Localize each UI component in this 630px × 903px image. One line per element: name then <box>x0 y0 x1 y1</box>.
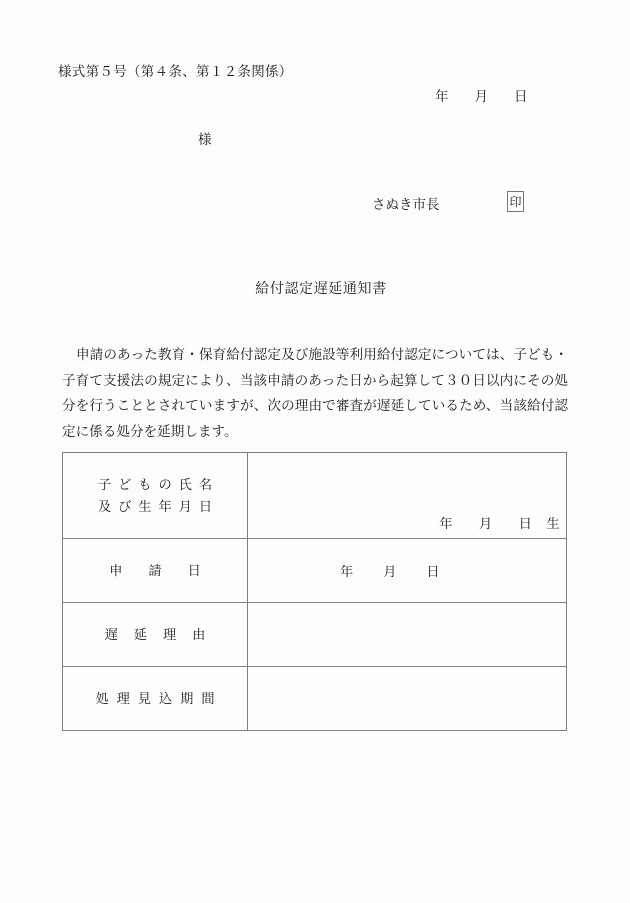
table-row <box>63 539 567 603</box>
table-row <box>63 453 567 539</box>
row-value-application-date[interactable] <box>248 539 567 603</box>
form-number: 様式第５号（第４条、第１２条関係） <box>58 64 293 79</box>
row-label-expected-period <box>63 667 248 731</box>
birthdate-year: 年 <box>439 516 453 531</box>
row-label-text: 申請日 <box>109 562 227 578</box>
application-date-day: 日 <box>426 564 440 579</box>
table-row <box>63 667 567 731</box>
row-value-expected-period[interactable] <box>248 667 567 731</box>
issue-date-year: 年 <box>435 89 449 104</box>
row-label-application-date <box>63 539 248 603</box>
issue-date-line <box>435 85 528 105</box>
issue-date-month: 月 <box>474 89 488 104</box>
body-paragraph: 申請のあった教育・保育給付認定及び施設等利用給付認定については、子ども・子育て支援法の規定により、当該申請のあった日から起算して３０日以内にその処分を行うこととされていますが、次の理由で審査が遅延しているため、当該給付認定に係る処分を延期します。 <box>62 347 568 439</box>
row-label-child-name-birthdate <box>63 453 248 539</box>
issue-date-day: 日 <box>514 89 528 104</box>
table-row <box>63 603 567 667</box>
birthdate-suffix: 生 <box>546 516 560 531</box>
birthdate-day: 日 <box>518 516 533 531</box>
page-title <box>0 278 630 298</box>
row-label-line-1: 子どもの氏名 <box>97 476 220 492</box>
application-date-year: 年 <box>340 564 354 579</box>
row-label-line-2: 及び生年月日 <box>97 498 220 514</box>
issuer-name: さぬき市長 <box>372 197 440 212</box>
application-date-placeholder <box>248 564 440 579</box>
row-value-child-name-birthdate[interactable] <box>248 453 567 539</box>
addressee-honorific: 様 <box>198 132 212 147</box>
row-label-text: 遅延理由 <box>104 626 222 642</box>
seal-stamp-box: 印 <box>507 191 524 212</box>
application-date-month: 月 <box>383 564 397 579</box>
row-label-text: 処理見込期間 <box>95 690 223 706</box>
notice-details-table <box>62 452 567 731</box>
birthdate-placeholder <box>439 513 560 532</box>
row-label-delay-reason <box>63 603 248 667</box>
page-title-text: 給付認定遅延通知書 <box>255 282 387 297</box>
birthdate-month: 月 <box>478 516 493 531</box>
row-value-delay-reason[interactable] <box>248 603 567 667</box>
